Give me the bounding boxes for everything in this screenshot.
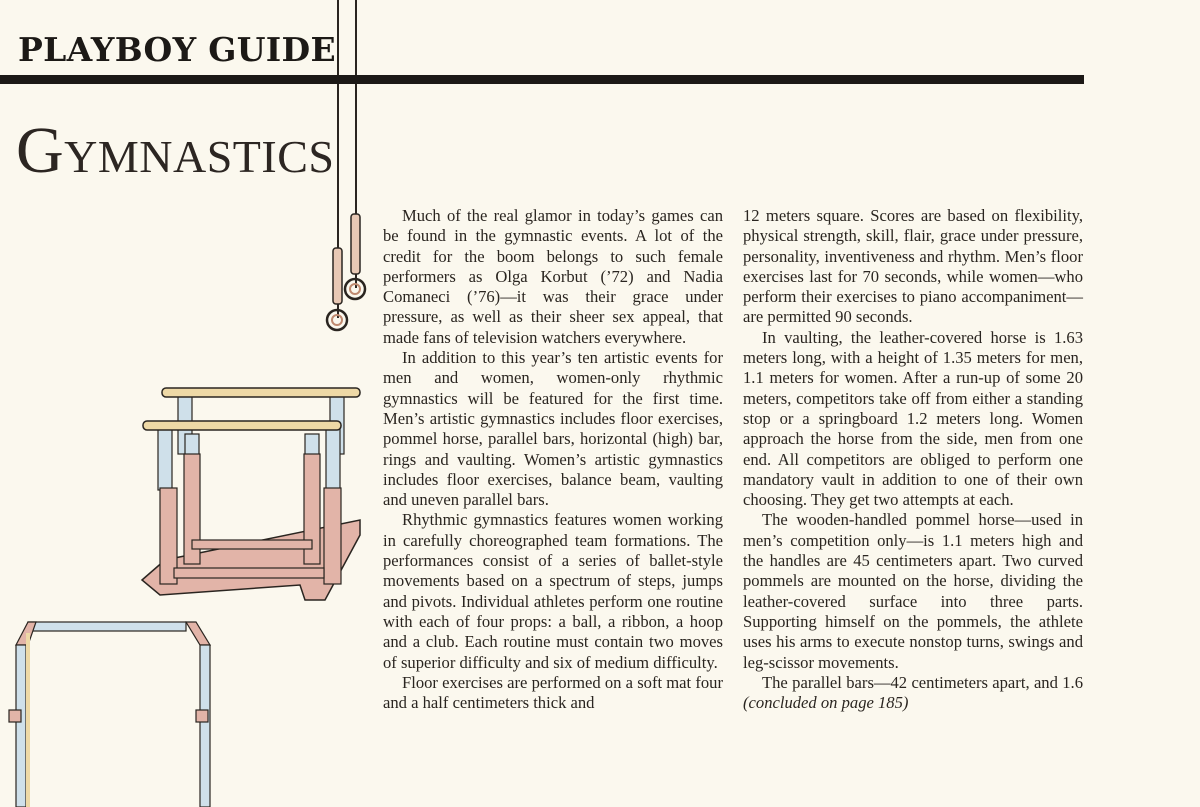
header-rule — [0, 75, 1084, 84]
parallel-bars-illustration — [142, 388, 360, 600]
paragraph: In addition to this year’s ten artistic events for men and women, women-only rhythmic gymnastics will be featured for the first time. Men’s artistic gymnastics includes floor exercises, pommel horse, parallel bars, horizontal (high) bar, rings and vaulting. Women’s artistic gymnastics includes floor exercises, balance beam, vaulting and uneven parallel bars. — [383, 348, 723, 510]
paragraph: Rhythmic gymnastics features women working in carefully choreographed team formations. The performances consist of a series of ballet-style movements based on a spectrum of steps, jumps and pivots. Individual athletes perform one routine with each of four props: a ball, a ribbon, a hoop and a club. Each routine must contain two moves of superior difficulty and six of medium difficulty. — [383, 510, 723, 672]
horizontal-bar-illustration — [9, 622, 210, 807]
jump-note: (concluded on page 185) — [743, 693, 909, 713]
paragraph-last — [743, 673, 1083, 714]
paragraph: In vaulting, the leather-covered horse is 1.63 meters long, with a height of 1.35 meters for men, 1.1 meters for women. After a run-up of some 20 meters, competitors take off from either a standing stop or a springboard 1.2 meters long. Women approach the horse from the side, men from one end. All competitors are obliged to perform one mandatory vault in addition to one of their own choosing. They get two attempts at each. — [743, 327, 1083, 510]
paragraph: The wooden-handled pommel horse—used in men’s competition only—is 1.1 meters high and the handles are 45 centimeters apart. Two curved pommels are mounted on the horse, dividing the leather-covered surface into three parts. Supporting himself on the pommels, the athlete uses his arms to execute nonstop turns, swings and leg-scissor movements. — [743, 510, 1083, 672]
article-title: Gymnastics — [16, 114, 335, 187]
section-header-label: PLAYBOY GUIDE — [18, 30, 336, 69]
right-text-column — [743, 206, 1083, 713]
last-paragraph-lead: The parallel bars—42 centimeters apart, and 1.6 — [762, 672, 1083, 692]
paragraph: Much of the real glamor in today’s games can be found in the gymnastic events. A lot of the credit for the boom belongs to such female performers as Olga Korbut (’72) and Nadia Comaneci (’76)—it was their grace under pressure, as well as their sheer sex appeal, that made fans of television watchers everywhere. — [383, 206, 723, 347]
paragraph: Floor exercises are performed on a soft mat four and a half centimeters thick and — [383, 672, 723, 713]
paragraph-continuation: 12 meters square. Scores are based on flexibility, physical strength, skill, flair, grace under pressure, personality, inventiveness and rhythm. Men’s floor exercises last for 70 seconds, while women—who perform their exercises to piano accompaniment—are permitted 90 seconds. — [743, 206, 1083, 327]
left-text-column — [383, 206, 723, 713]
